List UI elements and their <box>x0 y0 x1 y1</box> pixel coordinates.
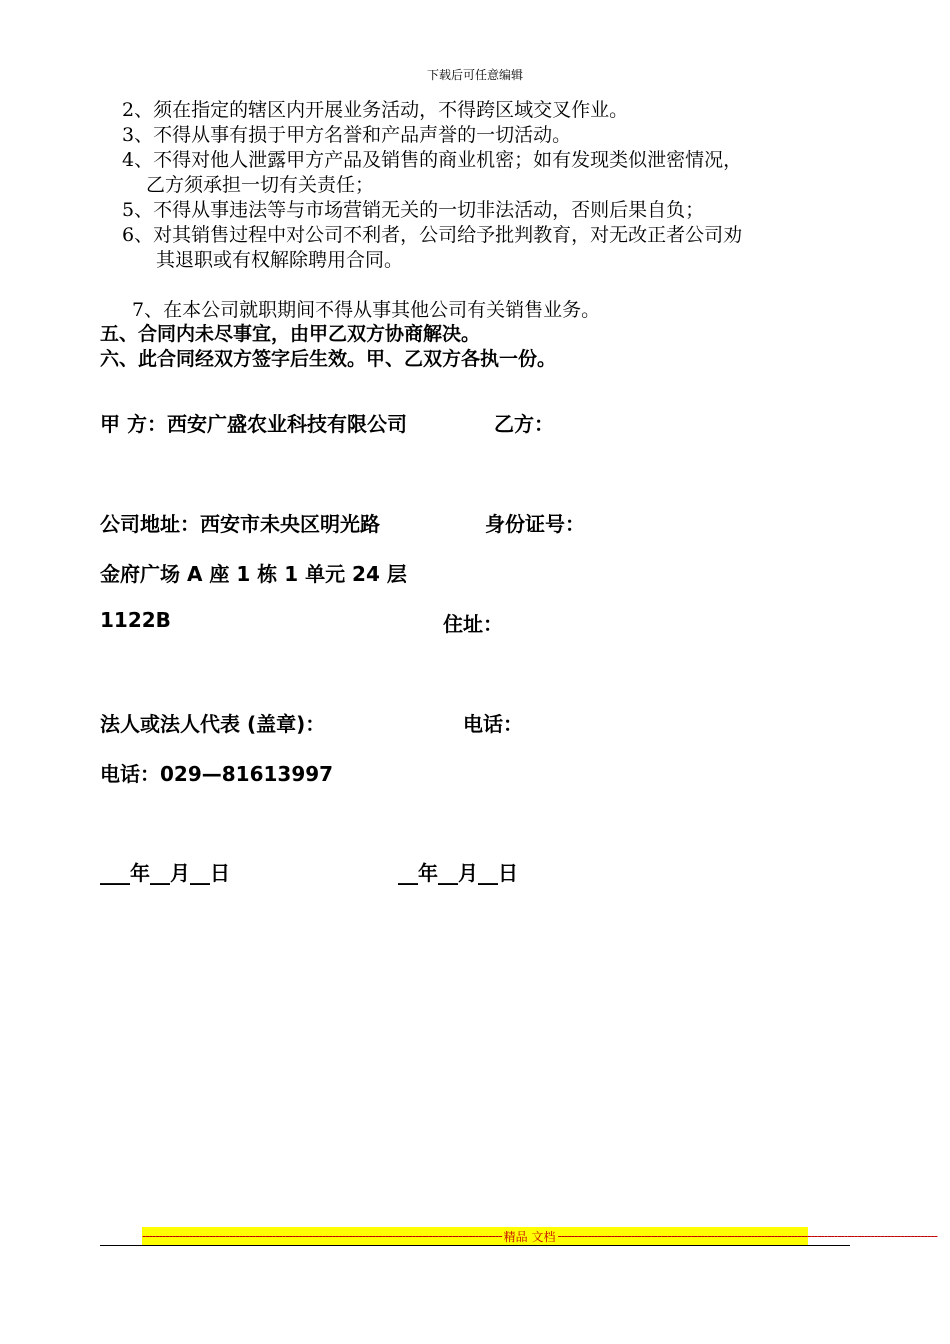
id-number-label: 身份证号： <box>485 512 585 536</box>
footer-banner <box>142 1227 938 1245</box>
footer-dashes-left: ------------------------------------------------------------------------------------------------------------ <box>142 1229 502 1243</box>
clause-3: 3、不得从事有损于甲方名誉和产品声誉的一切活动。 <box>122 124 572 146</box>
legal-representative-label: 法人或法人代表 (盖章)： <box>100 712 326 736</box>
header-note: 下载后可任意编辑 <box>426 68 523 82</box>
party-b-phone-label: 电话： <box>463 712 523 736</box>
party-b-label: 乙方： <box>494 412 554 436</box>
section-6: 六、此合同经双方签字后生效。甲、乙双方各执一份。 <box>100 348 557 370</box>
footer-label: 精品 文档 <box>503 1229 556 1244</box>
clause-7: 7、在本公司就职期间不得从事其他公司有关销售业务。 <box>132 299 601 321</box>
clause-4-continued: 乙方须承担一切有关责任； <box>146 174 375 196</box>
company-address-line2: 金府广场 A 座 1 栋 1 单元 24 层 <box>100 562 407 586</box>
party-a-label: 甲 方：西安广盛农业科技有限公司 <box>100 412 407 436</box>
party-b-date: __年__月__日 <box>398 861 518 885</box>
company-address: 公司地址：西安市未央区明光路 <box>100 512 380 536</box>
clause-4: 4、不得对他人泄露甲方产品及销售的商业机密；如有发现类似泄密情况， <box>122 149 743 171</box>
clause-6-continued: 其退职或有权解除聘用合同。 <box>156 249 404 271</box>
footer-rule <box>100 1245 850 1246</box>
clause-2: 2、须在指定的辖区内开展业务活动，不得跨区域交叉作业。 <box>122 99 629 121</box>
footer-dashes-right: ------------------------------------------------------------------------------------------------------------------ <box>557 1229 938 1243</box>
party-a-date: ___年__月__日 <box>100 861 230 885</box>
section-5: 五、合同内未尽事宜，由甲乙双方协商解决。 <box>100 323 481 345</box>
clause-5: 5、不得从事违法等与市场营销无关的一切非法活动，否则后果自负； <box>122 199 705 221</box>
company-address-line3: 1122B <box>100 608 171 632</box>
clause-6: 6、对其销售过程中对公司不利者，公司给予批判教育，对无改正者公司劝 <box>122 224 743 246</box>
residence-label: 住址： <box>443 612 503 636</box>
party-a-phone: 电话：029—81613997 <box>100 762 334 786</box>
